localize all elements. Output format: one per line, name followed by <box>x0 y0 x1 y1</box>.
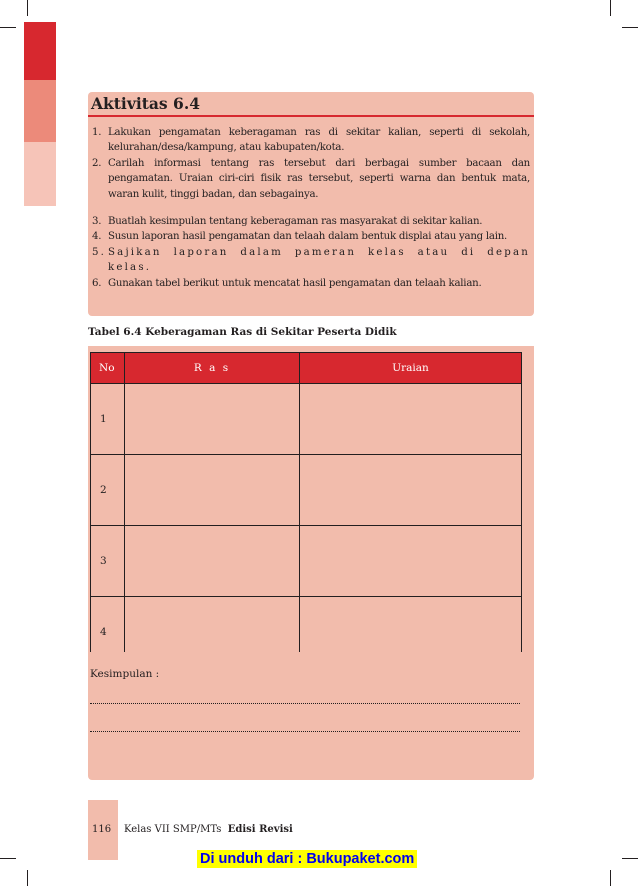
edition-label: Edisi Revisi <box>227 824 293 835</box>
activity-item <box>92 125 530 156</box>
item-number: 5. <box>92 246 107 258</box>
ras-cell[interactable] <box>125 455 300 526</box>
activity-title-rule <box>88 115 534 117</box>
item-number: 6. <box>92 277 102 289</box>
uraian-cell[interactable] <box>300 455 522 526</box>
uraian-cell[interactable] <box>300 526 522 597</box>
item-text: Buatlah kesimpulan tentang keberagaman ras masyarakat di sekitar kalian. <box>108 216 483 228</box>
book-title: Kelas VII SMP/MTs <box>124 824 222 835</box>
row-number: 3 <box>91 526 125 597</box>
crop-mark <box>610 870 611 886</box>
item-text: Lakukan pengamatan keberagaman ras di sekitar kalian, seperti di sekolah, kelurahan/desa/kampung, atau kabupaten/kota. <box>108 127 530 154</box>
item-text: Carilah informasi tentang ras tersebut dari berbagai sumber bacaan dan pengamatan. Uraian ciri-ciri fisik ras tersebut, seperti warna dan bentuk mata, waran kulit, tinggi badan, dan sebagainya. <box>108 157 530 200</box>
crop-mark <box>27 870 28 886</box>
item-number: 3. <box>92 216 102 228</box>
activity-item <box>92 276 530 291</box>
activity-item <box>92 245 530 276</box>
side-tab-light <box>24 142 56 206</box>
activity-item <box>92 229 530 244</box>
crop-mark <box>622 858 638 859</box>
header-ras: R a s <box>125 353 300 384</box>
table-row <box>91 384 522 455</box>
ras-table <box>90 352 522 668</box>
activity-item <box>92 214 530 229</box>
table-row <box>91 455 522 526</box>
crop-mark <box>610 0 611 16</box>
crop-mark <box>27 0 28 16</box>
row-number: 2 <box>91 455 125 526</box>
row-number: 4 <box>91 597 125 668</box>
item-text: Gunakan tabel berikut untuk mencatat hasil pengamatan dan telaah kalian. <box>108 277 482 289</box>
crop-mark <box>622 27 638 28</box>
table-background <box>88 346 534 652</box>
item-number: 1. <box>92 127 102 138</box>
item-number: 2. <box>92 157 102 169</box>
side-tab-salmon <box>24 80 56 142</box>
header-uraian: Uraian <box>300 353 522 384</box>
uraian-cell[interactable] <box>300 384 522 455</box>
table-row <box>91 526 522 597</box>
crop-mark <box>0 858 16 859</box>
conclusion-box <box>88 652 534 780</box>
activity-title: Aktivitas 6.4 <box>91 94 200 113</box>
table-caption: Tabel 6.4 Keberagaman Ras di Sekitar Peserta Didik <box>88 326 397 338</box>
ras-cell[interactable] <box>125 526 300 597</box>
item-text: Sajikan laporan dalam pameran kelas atau di depan kelas. <box>108 246 530 274</box>
item-number: 4. <box>92 231 102 243</box>
conclusion-label: Kesimpulan : <box>90 668 160 680</box>
conclusion-line-2[interactable] <box>90 731 520 732</box>
activity-box <box>88 92 534 316</box>
table-header-row <box>91 353 522 384</box>
conclusion-line-1[interactable] <box>90 703 520 704</box>
header-no: No <box>91 353 125 384</box>
activity-list <box>92 125 530 291</box>
side-tab-red <box>24 22 56 80</box>
page-number: 116 <box>92 824 112 835</box>
footer-text <box>124 824 293 835</box>
download-banner[interactable]: Di unduh dari : Bukupaket.com <box>197 850 417 868</box>
row-number: 1 <box>91 384 125 455</box>
ras-cell[interactable] <box>125 384 300 455</box>
activity-item <box>92 156 530 202</box>
item-text: Susun laporan hasil pengamatan dan telaah dalam bentuk displai atau yang lain. <box>108 231 508 243</box>
crop-mark <box>0 27 16 28</box>
